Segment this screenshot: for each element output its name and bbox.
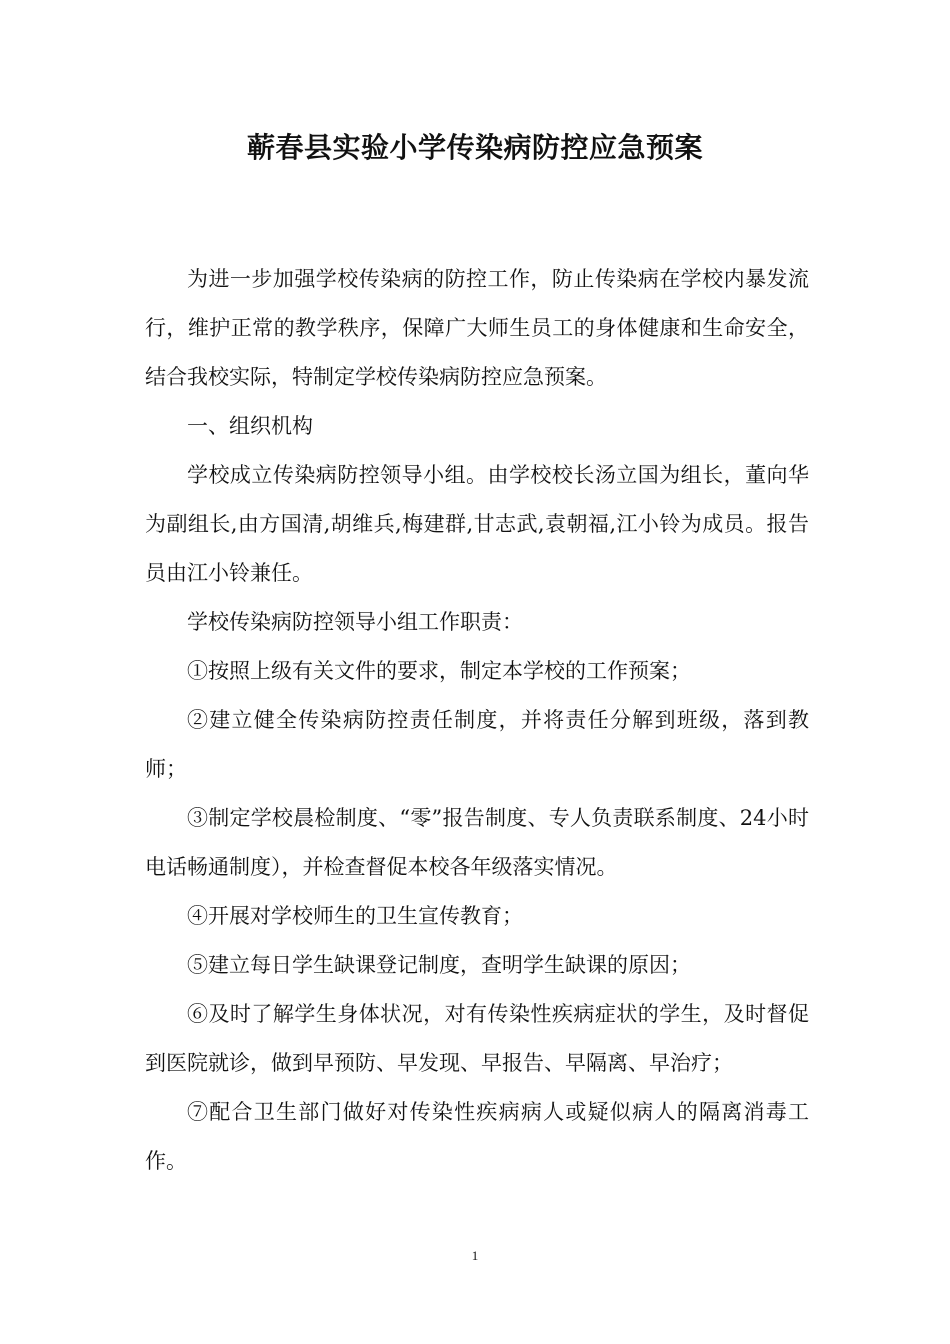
list-item-duty-3: ③制定学校晨检制度、“零”报告制度、专人负责联系制度、24小时电话畅通制度），并检查督促本校各年级落实情况。 bbox=[145, 806, 809, 879]
document-body bbox=[145, 255, 809, 1186]
paragraph-intro: 为进一步加强学校传染病的防控工作，防止传染病在学校内暴发流行，维护正常的教学秩序，保障广大师生员工的身体健康和生命安全，结合我校实际，特制定学校传染病防控应急预案。 bbox=[145, 267, 809, 389]
list-item-duty-1: ①按照上级有关文件的要求，制定本学校的工作预案； bbox=[187, 659, 691, 683]
page-number: 1 bbox=[471, 1248, 479, 1263]
paragraph-leadership-group: 学校成立传染病防控领导小组。由学校校长汤立国为组长，董向华为副组长,由方国清,胡维兵,梅建群,甘志武,袁朝福,江小铃为成员。报告员由江小铃兼任。 bbox=[145, 463, 809, 585]
list-item-duty-5: ⑤建立每日学生缺课登记制度，查明学生缺课的原因； bbox=[187, 953, 691, 977]
section-heading-organization: 一、组织机构 bbox=[187, 414, 313, 438]
list-item-duty-6: ⑥及时了解学生身体状况，对有传染性疾病症状的学生，及时督促到医院就诊，做到早预防、早发现、早报告、早隔离、早治疗； bbox=[145, 1002, 809, 1075]
list-item-duty-4: ④开展对学校师生的卫生宣传教育； bbox=[187, 904, 523, 928]
document-title: 蕲春县实验小学传染病防控应急预案 bbox=[246, 131, 703, 164]
list-item-duty-7: ⑦配合卫生部门做好对传染性疾病病人或疑似病人的隔离消毒工作。 bbox=[145, 1100, 809, 1173]
paragraph-duties-heading: 学校传染病防控领导小组工作职责： bbox=[187, 610, 523, 634]
list-item-duty-2: ②建立健全传染病防控责任制度，并将责任分解到班级，落到教师； bbox=[145, 708, 809, 781]
